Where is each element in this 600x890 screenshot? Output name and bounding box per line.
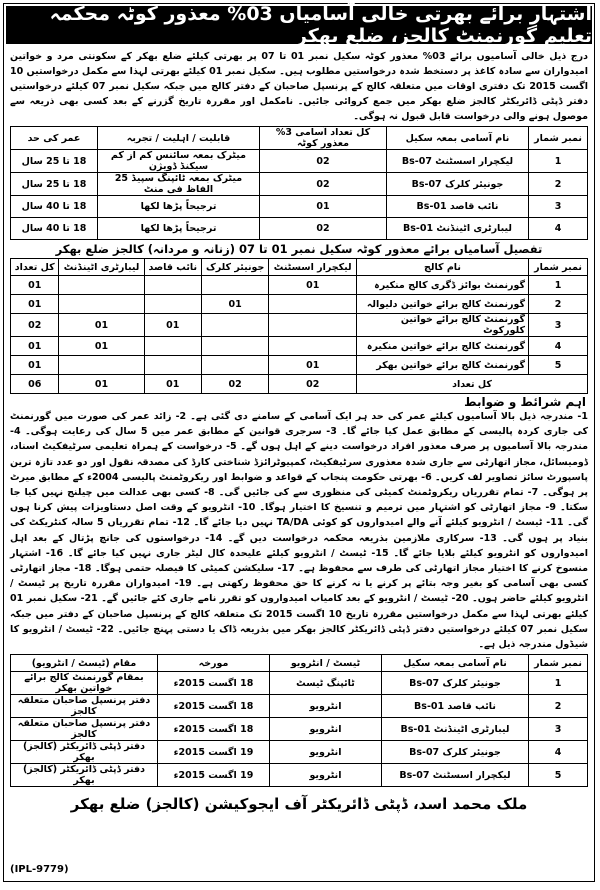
cell: 01	[11, 295, 59, 314]
cell	[59, 295, 144, 314]
college-details-heading: تفصیل آسامیاں برائے معذور کوٹہ سکیل نمبر 01 تا 07 (زنانہ و مردانہ) کالجز ضلع بھکر	[55, 242, 543, 256]
cell	[59, 356, 144, 375]
cell: لیکچرار اسسٹنٹ Bs-07	[382, 764, 529, 787]
col-qualification: قابلیت / اہلیت / تجربہ	[98, 127, 260, 150]
cell	[269, 337, 357, 356]
cell: 01	[260, 196, 387, 218]
col-lab-attendant: لیبارٹری اٹینڈنٹ	[59, 259, 144, 276]
cell	[59, 276, 144, 295]
cell: 01	[59, 375, 144, 394]
rules-paragraph: 1- مندرجہ ذیل بالا آسامیوں کیلئے عمر کی حد ہر ایک آسامی کے سامنے دی گئی ہے۔ 2- زائد عمر کی صورت میں گورنمنٹ کی جاری کردہ پالیسی کے مطابق عمل کیا جائے گا۔ 3- سرجری قوانین کے مطابق عمر میں 5 سال کی رعایت ہوگی۔ 4- مندرجہ بالا آسامیوں پر صرف معذور افراد درخواست دینے کے اہل ہوں گے۔ 5- درخواست کے ہمراہ تعلیمی سرٹیفکیٹ اسناد، ڈومیسائل، مجاز اتھارٹی سے جاری شدہ معذوری سرٹیفکیٹ، کمپیوٹرائزڈ شناختی کارڈ کی مصدقہ نقول اور دو عدد تازہ ترین پاسپورٹ سائز تصاویر لف کریں۔ 6- بھرتی حکومت پنجاب کے قواعد و ضوابط اور ریکروٹمنٹ پالیسی 2004ء کے مطابق میرٹ پر ہوگی۔ 7- تمام تقرریاں ریکروٹمنٹ کمیٹی کی منظوری سے کی جائیں گی۔ 8- کسی بھی عدالت میں چیلنج نہیں کیا جا سکتا۔ 9- مجاز اتھارٹی کو اشتہار میں ترمیم و تنسیخ کا اختیار ہوگا۔ 10- انٹرویو کے وقت اصل دستاویزات پیش کرنا ہوں گی۔ 11- ٹیسٹ / انٹرویو کیلئے آنے والے امیدواروں کو کوئی TA/DA نہیں دیا جائے گا۔ 12- تمام تقرریاں 5 سالہ کنٹریکٹ کی بنیاد پر ہوں گی۔ 13- سرکاری ملازمین بذریعہ محکمہ درخواست دیں گے۔ 14- درخواستوں کی جانچ پڑتال کے بعد اہل امیدواروں کو انٹرویو کیلئے بلایا جائے گا۔ 15- ٹیسٹ / انٹرویو کیلئے علیحدہ کال لیٹر جاری نہیں کیا جائے گا۔ 16- اشتہار منسوخ کرنے کا اختیار مجاز اتھارٹی کی طرف سے محفوظ ہے۔ 17- سلیکشن کمیٹی کا فیصلہ حتمی ہوگا۔ 18- مجاز اتھارٹی کسی بھی آسامی کو بغیر وجہ بتائے پر کرنے یا نہ کرنے کا حق محفوظ رکھتی ہے۔ 19- امیدواران مقررہ تاریخ پر ٹیسٹ / انٹرویو کیلئے حاضر ہوں۔ 20- ٹیسٹ / انٹرویو کے بعد کامیاب امیدواروں کو تقرر نامے جاری کئے جائیں گے۔ 21- سکیل نمبر 01 کیلئے بھرتی لہذا سے مکمل درخواستیں مقررہ تاریخ 10 اگست 2015 تک متعلقہ کالج کے پرنسپل صاحبان کے دفتر میں جبکہ سکیل نمبر 07 کیلئے درخواستیں دفتر ڈپٹی ڈائریکٹر کالجز بھکر میں بذریعہ ڈاک یا دستی پہنچ جائیں۔ 22- ٹیسٹ / انٹرویو کا شیڈول مندرجہ ذیل ہے۔	[10, 411, 589, 651]
cell: 4	[529, 741, 588, 764]
cell: دفتر پرنسپل صاحبان متعلقہ کالجز	[11, 695, 158, 718]
cell: 4	[529, 218, 588, 240]
vacancies-header-row	[11, 127, 588, 150]
totals-row	[11, 375, 588, 394]
cell: 5	[529, 356, 588, 375]
cell: 18 تا 40 سال	[11, 218, 98, 240]
table-row	[11, 337, 588, 356]
table-row	[11, 356, 588, 375]
cell: 5	[529, 764, 588, 787]
cell: 01	[11, 276, 59, 295]
cell: 01	[11, 356, 59, 375]
rules-heading: اہم شرائط و ضوابط	[464, 395, 586, 409]
col-college: نام کالج	[357, 259, 529, 276]
advertisement-page	[3, 3, 595, 882]
cell: 3	[529, 196, 588, 218]
cell: نائب قاصد Bs-01	[387, 196, 529, 218]
cell: جونیئر کلرک Bs-07	[387, 173, 529, 196]
col-serial: نمبر شمار	[529, 655, 588, 672]
college-vacancies-table	[10, 258, 588, 394]
table-row	[11, 718, 588, 741]
cell: 01	[201, 295, 269, 314]
cell: دفتر ڈپٹی ڈائریکٹر (کالجز) بھکر	[11, 764, 158, 787]
cell: گورنمنٹ کالج برائے خواتین کلورکوٹ	[357, 314, 529, 337]
col-post: نام آسامی بمعہ سکیل	[387, 127, 529, 150]
cell: انٹرویو	[270, 741, 382, 764]
cell: 01	[269, 276, 357, 295]
totals-label: کل تعداد	[357, 375, 588, 394]
vacancies-table	[10, 126, 588, 240]
cell: 19 اگست 2015ء	[158, 764, 270, 787]
cell	[144, 276, 201, 295]
cell: 1	[529, 150, 588, 173]
cell: 2	[529, 173, 588, 196]
cell: گورنمنٹ کالج برائے خواتین منکیرہ	[357, 337, 529, 356]
cell: ترجیحاً پڑھا لکھا	[98, 218, 260, 240]
cell	[144, 356, 201, 375]
cell: 02	[269, 375, 357, 394]
schedule-table	[10, 654, 588, 787]
cell	[201, 276, 269, 295]
cell: 2	[529, 295, 588, 314]
cell: 02	[260, 173, 387, 196]
cell: 01	[144, 375, 201, 394]
cell: 18 تا 25 سال	[11, 173, 98, 196]
cell: گورنمنٹ کالج برائے خواتین دلیوالہ	[357, 295, 529, 314]
col-post: نام آسامی بمعہ سکیل	[382, 655, 529, 672]
cell	[201, 337, 269, 356]
col-venue: مقام (ٹیسٹ / انٹرویو)	[11, 655, 158, 672]
table-row	[11, 196, 588, 218]
col-date: مورخہ	[158, 655, 270, 672]
cell: دفتر ڈپٹی ڈائریکٹر (کالجز) بھکر	[11, 741, 158, 764]
advertisement-title: اشتہار برائے بھرتی خالی آسامیاں 03% معذور کوٹہ محکمہ تعلیم گورنمنٹ کالجز، ضلع بھکر	[6, 6, 592, 44]
cell: 02	[201, 375, 269, 394]
cell: لیکچرار اسسٹنٹ Bs-07	[387, 150, 529, 173]
cell: 1	[529, 276, 588, 295]
cell: 18 اگست 2015ء	[158, 718, 270, 741]
cell: 4	[529, 337, 588, 356]
schedule-header-row	[11, 655, 588, 672]
table-row	[11, 218, 588, 240]
table-row	[11, 173, 588, 196]
table-row	[11, 672, 588, 695]
col-serial: نمبر شمار	[529, 259, 588, 276]
cell: نائب قاصد Bs-01	[382, 695, 529, 718]
cell: 3	[529, 718, 588, 741]
cell: 01	[59, 314, 144, 337]
cell: 01	[269, 356, 357, 375]
col-test: ٹیسٹ / انٹرویو	[270, 655, 382, 672]
cell: 02	[260, 218, 387, 240]
table-row	[11, 276, 588, 295]
cell: 02	[11, 314, 59, 337]
cell: 2	[529, 695, 588, 718]
col-total: کل تعداد	[11, 259, 59, 276]
cell: انٹرویو	[270, 764, 382, 787]
cell: ترجیحاً پڑھا لکھا	[98, 196, 260, 218]
cell: 01	[59, 337, 144, 356]
college-header-row	[11, 259, 588, 276]
cell: لیبارٹری اٹینڈنٹ Bs-01	[387, 218, 529, 240]
cell	[269, 314, 357, 337]
cell: 3	[529, 314, 588, 337]
cell: 18 تا 25 سال	[11, 150, 98, 173]
table-row	[11, 764, 588, 787]
cell: میٹرک بمعہ ٹائپنگ سپیڈ 25 الفاظ فی منٹ	[98, 173, 260, 196]
cell: 02	[260, 150, 387, 173]
ipl-code: (IPL-9779)	[10, 864, 69, 875]
table-row	[11, 314, 588, 337]
col-naib-qasid: نائب قاصد	[144, 259, 201, 276]
cell: 18 اگست 2015ء	[158, 695, 270, 718]
cell	[144, 337, 201, 356]
cell: انٹرویو	[270, 718, 382, 741]
table-row	[11, 150, 588, 173]
cell	[144, 295, 201, 314]
cell: گورنمنٹ بوائز ڈگری کالج منکیرہ	[357, 276, 529, 295]
cell: 1	[529, 672, 588, 695]
col-serial: نمبر شمار	[529, 127, 588, 150]
cell	[269, 295, 357, 314]
cell	[201, 314, 269, 337]
signature-line: ملک محمد اسد، ڈپٹی ڈائریکٹر آف ایجوکیشن (کالجز) ضلع بھکر	[70, 795, 528, 814]
cell: میٹرک بمعہ سائنس کم از کم سیکنڈ ڈویژن	[98, 150, 260, 173]
intro-paragraph: درج ذیل خالی آسامیوں برائے 03% معذور کوٹہ سکیل نمبر 01 تا 07 پر بھرتی کیلئے ضلع بھکر کے سکونتی مرد و خواتین امیدواران سے سادہ کاغذ پر دستخط شدہ درخواستیں مطلوب ہیں۔ سکیل نمبر 01 کیلئے بھرتی لہذا سے مکمل درخواستیں 10 اگست 2015 تک دفتری اوقات میں متعلقہ کالج کے پرنسپل صاحبان کے دفتر کالج میں جبکہ سکیل نمبر 07 کیلئے درخواستیں دفتر ڈپٹی ڈائریکٹر کالجز ضلع بھکر میں جمع کروائی جائیں۔ نامکمل اور مقررہ تاریخ گزرنے کے بعد کسی بھی ذریعہ سے موصول ہونے والی درخواست قابل قبول نہ ہوگی۔	[10, 51, 588, 122]
table-row	[11, 695, 588, 718]
cell: 01	[144, 314, 201, 337]
cell: 01	[11, 337, 59, 356]
cell: دفتر پرنسپل صاحبان متعلقہ کالجز	[11, 718, 158, 741]
cell: ٹائپنگ ٹیسٹ	[270, 672, 382, 695]
col-junior-clerk: جونیئر کلرک	[201, 259, 269, 276]
col-age: عمر کی حد	[11, 127, 98, 150]
cell: 18 تا 40 سال	[11, 196, 98, 218]
cell: 19 اگست 2015ء	[158, 741, 270, 764]
cell: انٹرویو	[270, 695, 382, 718]
cell: گورنمنٹ کالج برائے خواتین بھکر	[357, 356, 529, 375]
cell: جونیئر کلرک Bs-07	[382, 672, 529, 695]
cell: جونیئر کلرک Bs-07	[382, 741, 529, 764]
cell: 06	[11, 375, 59, 394]
table-row	[11, 295, 588, 314]
cell: لیبارٹری اٹینڈنٹ Bs-01	[382, 718, 529, 741]
cell: بمقام گورنمنٹ کالج برائے خواتین بھکر	[11, 672, 158, 695]
col-quota: کل تعداد آسامی 3% معذور کوٹہ	[260, 127, 387, 150]
cell	[201, 356, 269, 375]
col-lecturer-assistant: لیکچرار اسسٹنٹ	[269, 259, 357, 276]
cell: 18 اگست 2015ء	[158, 672, 270, 695]
table-row	[11, 741, 588, 764]
